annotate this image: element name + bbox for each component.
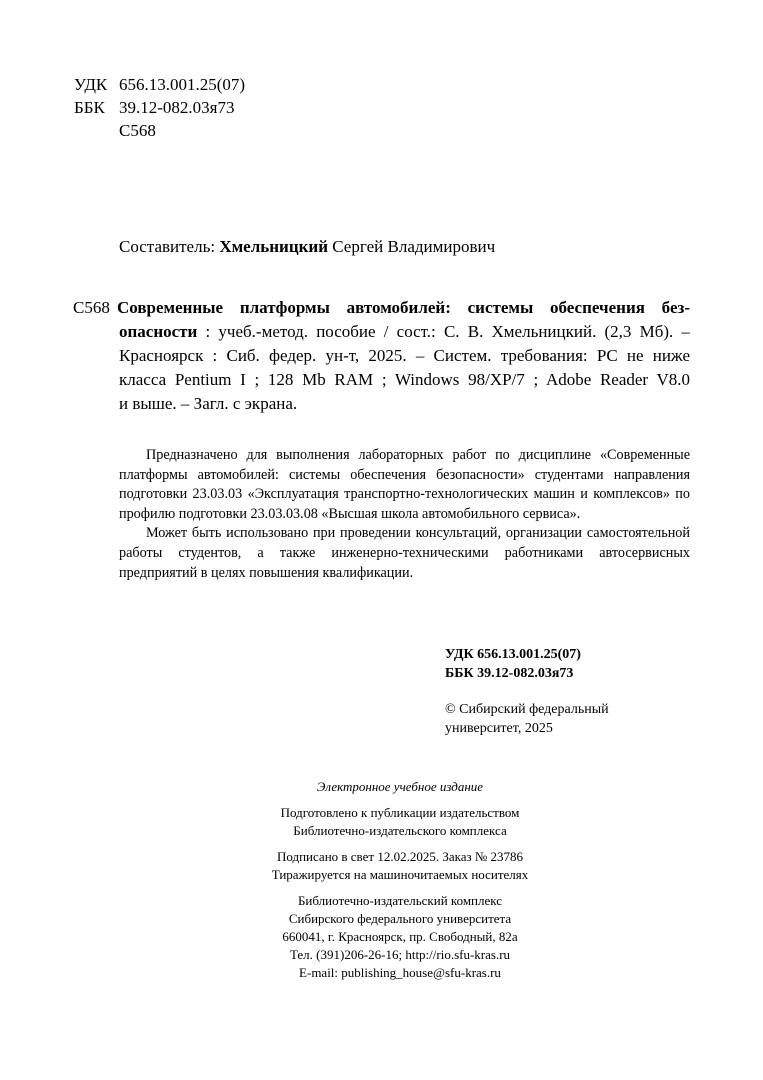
- bbk-code: ББК 39.12-082.03я73: [445, 666, 574, 681]
- edition-type: Электронное учебное издание: [316, 779, 484, 794]
- author-mark-row: [74, 119, 245, 142]
- bibliographic-line-4: класса Pentium I ; 128 Mb RAM ; Windows 98/XP/7 ; Adobe Reader V8.0: [119, 370, 690, 389]
- classification-block: [445, 645, 581, 683]
- imprint-block: [200, 778, 600, 982]
- copyright-line: © Сибирский федеральный: [445, 702, 609, 717]
- bibliographic-line-5: и выше. – Загл. с экрана.: [119, 394, 298, 413]
- compiler-name: Сергей Владимирович: [328, 237, 496, 256]
- phone-line: Тел. (391)206-26-16; http://rio.sfu-kras.ru: [289, 947, 511, 962]
- bibliographic-line-3: Красноярск : Сиб. федер. ун-т, 2025. – Систем. требования: PC не ниже: [119, 346, 690, 365]
- address-line: 660041, г. Красноярск, пр. Свободный, 82а: [282, 929, 518, 944]
- publisher-line: Сибирского федерального университета: [288, 911, 512, 926]
- publisher-line: Библиотечно-издательский комплекс: [297, 893, 503, 908]
- author-mark: С568: [119, 121, 156, 140]
- bibliographic-line-2: опасности : учеб.-метод. пособие / сост.: С. В. Хмельницкий. (2,3 Мб). –: [119, 322, 690, 341]
- compiler-line: [119, 237, 495, 257]
- udk-code: УДК 656.13.001.25(07): [445, 647, 581, 662]
- classification-codes-header: [74, 73, 245, 142]
- bbk-row: [74, 96, 245, 119]
- udk-row: [74, 73, 245, 96]
- bbk-value: 39.12-082.03я73: [119, 98, 235, 117]
- compiler-prefix: Составитель:: [119, 237, 220, 256]
- bbk-label: ББК: [74, 98, 105, 117]
- udk-label: УДК: [74, 75, 108, 94]
- copyright-block: [445, 700, 609, 738]
- compiler-surname: Хмельницкий: [219, 237, 329, 256]
- media-line: Тиражируется на машиночитаемых носителях: [271, 867, 529, 882]
- annotation-paragraph: Предназначено для выполнения лабораторных работ по дисциплине «Современные платформы автомобилей: системы обеспечения безопасности» студентами направления подготовки 23.03.03 «Эксплуатация транспортно-технологических машин и комплексов» по профилю подготовки 23.03.03.08 «Высшая школа автомобильного сервиса».: [119, 447, 690, 522]
- prepared-line: Подготовлено к публикации издательством: [280, 805, 520, 820]
- signed-line: Подписано в свет 12.02.2025. Заказ № 23786: [276, 849, 524, 864]
- annotation: [119, 446, 690, 583]
- udk-value: 656.13.001.25(07): [119, 75, 246, 94]
- bibliographic-title-line: Современные платформы автомобилей: системы обеспечения без-: [117, 298, 690, 317]
- annotation-paragraph: Может быть использовано при проведении консультаций, организации самостоятельной работы студентов, а также инженерно-техническими работниками автосервисных предприятий в целях повышения квалификации.: [119, 525, 690, 581]
- bibliographic-record: [73, 296, 690, 416]
- email-line: E-mail: publishing_house@sfu-kras.ru: [299, 965, 501, 980]
- bibliographic-mark: С568: [73, 298, 110, 317]
- prepared-line: Библиотечно-издательского комплекса: [293, 823, 507, 838]
- copyright-year: университет, 2025: [445, 721, 553, 736]
